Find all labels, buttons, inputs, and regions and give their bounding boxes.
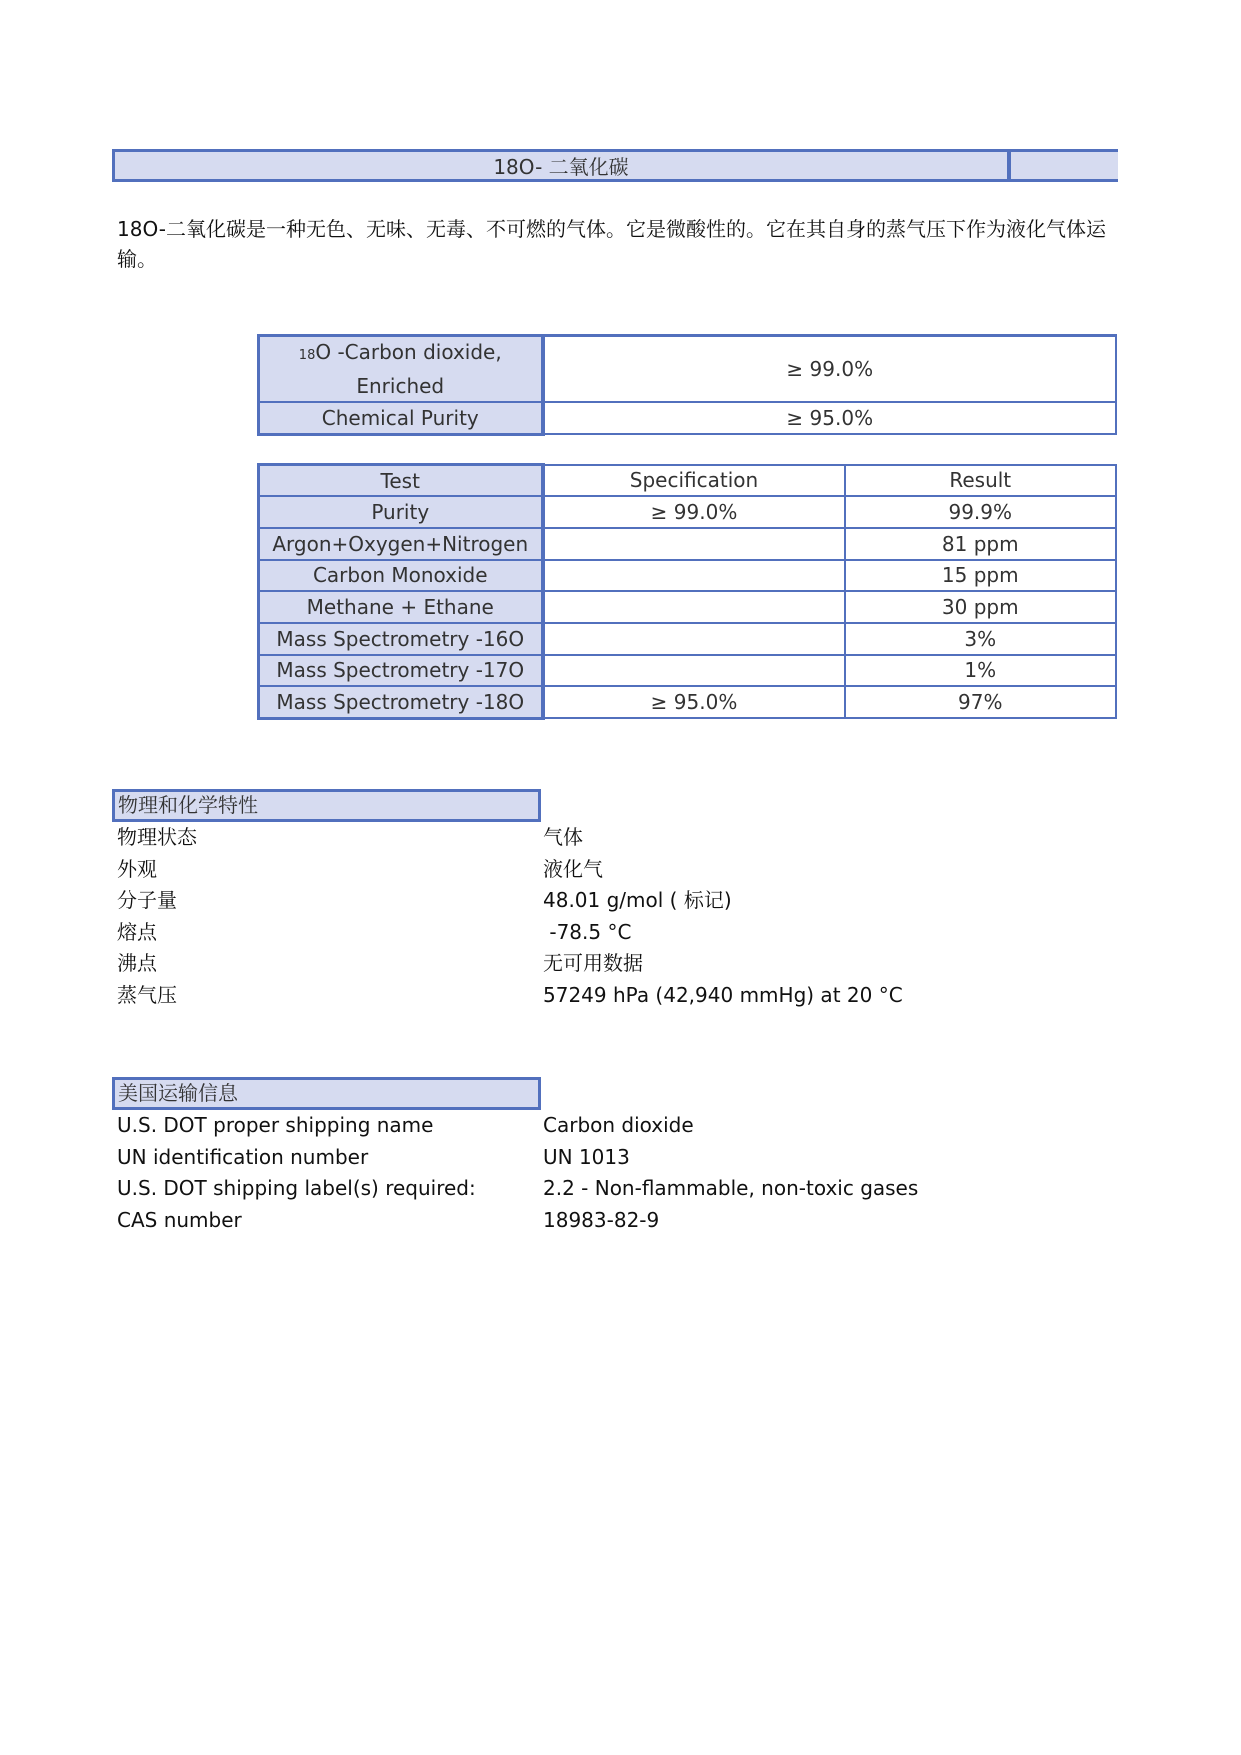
item-label: UN identification number	[117, 1144, 369, 1169]
test-cell: Mass Spectrometry -17O	[259, 655, 543, 687]
specification-cell	[543, 591, 845, 623]
enrichment-label	[259, 336, 543, 403]
enrichment-table	[257, 334, 1117, 436]
document-title: 18O- 二氧化碳	[115, 152, 1011, 179]
result-cell: 97%	[845, 686, 1117, 718]
list-item	[117, 1110, 1117, 1142]
properties-heading: 物理和化学特性	[112, 789, 541, 822]
list-item	[117, 885, 1117, 917]
item-value: 气体	[543, 825, 583, 849]
list-item	[117, 917, 1117, 949]
test-cell: Mass Spectrometry -18O	[259, 686, 543, 718]
list-item	[117, 948, 1117, 980]
test-cell: Carbon Monoxide	[259, 560, 543, 592]
chemical-purity-label: Chemical Purity	[259, 402, 543, 434]
list-item	[117, 822, 1117, 854]
specification-cell: Specification	[543, 465, 845, 497]
item-value: 2.2 - Non-flammable, non-toxic gases	[543, 1176, 919, 1201]
list-item	[117, 854, 1117, 886]
list-item	[117, 1142, 1117, 1174]
test-cell: Methane + Ethane	[259, 591, 543, 623]
result-cell: Result	[845, 465, 1117, 497]
table-header-row	[259, 465, 1117, 497]
specification-cell	[543, 528, 845, 560]
test-cell: Argon+Oxygen+Nitrogen	[259, 528, 543, 560]
list-item	[117, 980, 1117, 1012]
result-cell: 15 ppm	[845, 560, 1117, 592]
item-value: 液化气	[543, 856, 603, 881]
table-row	[259, 655, 1117, 687]
specification-cell	[543, 560, 845, 592]
shipping-list	[117, 1110, 1117, 1236]
table-row	[259, 686, 1117, 718]
result-cell: 99.9%	[845, 496, 1117, 528]
item-value: Carbon dioxide	[543, 1113, 694, 1137]
test-results-table	[257, 463, 1117, 720]
table-row	[259, 402, 1117, 434]
specification-cell	[543, 655, 845, 687]
item-label: 熔点	[117, 919, 157, 944]
item-value: 无可用数据	[543, 951, 643, 976]
item-label: CAS number	[117, 1207, 242, 1232]
result-cell: 30 ppm	[845, 591, 1117, 623]
table-row	[259, 336, 1117, 403]
table-row	[259, 496, 1117, 528]
item-value: -78.5 °C	[543, 919, 632, 944]
item-value: 57249 hPa (42,940 mmHg) at 20 °C	[543, 982, 903, 1007]
item-label: 蒸气压	[117, 982, 177, 1007]
test-cell: Purity	[259, 496, 543, 528]
test-cell: Mass Spectrometry -16O	[259, 623, 543, 655]
specification-cell: ≥ 95.0%	[543, 686, 845, 718]
title-bar	[112, 149, 1118, 182]
item-label: 沸点	[117, 951, 157, 976]
list-item	[117, 1173, 1117, 1205]
isotope-mass-number: 18	[298, 348, 316, 363]
item-label: 外观	[117, 856, 157, 881]
item-label: U.S. DOT shipping label(s) required:	[117, 1176, 476, 1201]
enrichment-label-text: O -Carbon dioxide, Enriched	[315, 340, 502, 398]
properties-list	[117, 822, 1117, 1012]
chemical-purity-value: ≥ 95.0%	[543, 402, 1117, 434]
test-cell: Test	[259, 465, 543, 497]
shipping-heading: 美国运输信息	[112, 1077, 541, 1110]
table-row	[259, 591, 1117, 623]
item-value: 18983-82-9	[543, 1207, 660, 1232]
item-label: U.S. DOT proper shipping name	[117, 1113, 434, 1137]
table-row	[259, 623, 1117, 655]
specification-cell	[543, 623, 845, 655]
list-item	[117, 1205, 1117, 1237]
product-description: 18O-二氧化碳是一种无色、无味、无毒、不可燃的气体。它是微酸性的。它在其自身的蒸气压下作为液化气体运输。	[117, 217, 1106, 271]
item-value: 48.01 g/mol ( 标记)	[543, 888, 732, 913]
table-row	[259, 528, 1117, 560]
result-cell: 1%	[845, 655, 1117, 687]
item-value: UN 1013	[543, 1144, 630, 1169]
specification-cell: ≥ 99.0%	[543, 496, 845, 528]
enrichment-value: ≥ 99.0%	[543, 336, 1117, 403]
result-cell: 81 ppm	[845, 528, 1117, 560]
item-label: 物理状态	[117, 825, 197, 849]
result-cell: 3%	[845, 623, 1117, 655]
item-label: 分子量	[117, 888, 177, 913]
table-row	[259, 560, 1117, 592]
